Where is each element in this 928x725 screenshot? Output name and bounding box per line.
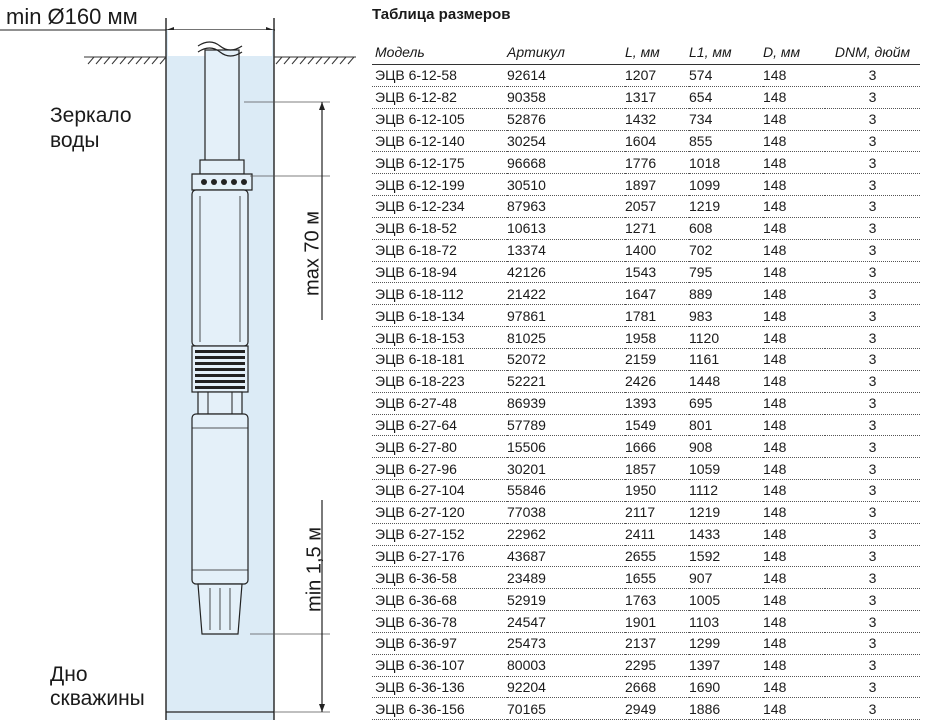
cell-length: 2159 bbox=[625, 348, 689, 370]
table-header-row bbox=[372, 40, 920, 65]
cell-model: ЭЦВ 6-18-181 bbox=[372, 348, 507, 370]
cell-article: 52919 bbox=[507, 589, 625, 611]
cell-diameter: 148 bbox=[763, 589, 825, 611]
cell-length: 2057 bbox=[625, 196, 689, 218]
table-row bbox=[372, 414, 920, 436]
cell-diameter: 148 bbox=[763, 611, 825, 633]
cell-dnm: 3 bbox=[825, 327, 920, 349]
cell-model: ЭЦВ 6-18-112 bbox=[372, 283, 507, 305]
cell-dnm: 3 bbox=[825, 392, 920, 414]
cell-article: 80003 bbox=[507, 654, 625, 676]
cell-length1: 734 bbox=[689, 108, 763, 130]
min-clearance-arrow-bottom bbox=[319, 704, 325, 712]
cell-length: 1549 bbox=[625, 414, 689, 436]
coupling bbox=[198, 392, 242, 414]
table-row bbox=[372, 174, 920, 196]
cell-model: ЭЦВ 6-27-104 bbox=[372, 480, 507, 502]
motor-section bbox=[192, 414, 248, 584]
cell-diameter: 148 bbox=[763, 676, 825, 698]
cell-dnm: 3 bbox=[825, 196, 920, 218]
cell-model: ЭЦВ 6-18-134 bbox=[372, 305, 507, 327]
well-bottom-label-line2: скважины bbox=[50, 687, 145, 710]
cell-model: ЭЦВ 6-27-152 bbox=[372, 523, 507, 545]
table-row bbox=[372, 567, 920, 589]
cell-diameter: 148 bbox=[763, 174, 825, 196]
cell-model: ЭЦВ 6-36-78 bbox=[372, 611, 507, 633]
cell-dnm: 3 bbox=[825, 348, 920, 370]
cell-length1: 1099 bbox=[689, 174, 763, 196]
cell-diameter: 148 bbox=[763, 130, 825, 152]
cell-length1: 1886 bbox=[689, 698, 763, 720]
cell-length: 1393 bbox=[625, 392, 689, 414]
cell-model: ЭЦВ 6-27-64 bbox=[372, 414, 507, 436]
table-row bbox=[372, 86, 920, 108]
cell-length1: 907 bbox=[689, 567, 763, 589]
cell-diameter: 148 bbox=[763, 261, 825, 283]
cell-diameter: 148 bbox=[763, 152, 825, 174]
min-clearance-label: min 1,5 м bbox=[303, 527, 326, 612]
cell-dnm: 3 bbox=[825, 370, 920, 392]
cell-article: 30510 bbox=[507, 174, 625, 196]
table-row bbox=[372, 130, 920, 152]
cell-length: 1317 bbox=[625, 86, 689, 108]
cell-article: 96668 bbox=[507, 152, 625, 174]
cell-length: 1655 bbox=[625, 567, 689, 589]
cell-dnm: 3 bbox=[825, 217, 920, 239]
table-row bbox=[372, 611, 920, 633]
table-row bbox=[372, 698, 920, 720]
cell-length1: 1690 bbox=[689, 676, 763, 698]
cell-dnm: 3 bbox=[825, 239, 920, 261]
cell-diameter: 148 bbox=[763, 239, 825, 261]
table-row bbox=[372, 305, 920, 327]
cell-length: 1271 bbox=[625, 217, 689, 239]
cell-dnm: 3 bbox=[825, 108, 920, 130]
cell-model: ЭЦВ 6-12-140 bbox=[372, 130, 507, 152]
table-row bbox=[372, 370, 920, 392]
header-article: Артикул bbox=[507, 40, 625, 65]
cell-dnm: 3 bbox=[825, 174, 920, 196]
cell-article: 10613 bbox=[507, 217, 625, 239]
table-row bbox=[372, 589, 920, 611]
cell-model: ЭЦВ 6-18-223 bbox=[372, 370, 507, 392]
cell-dnm: 3 bbox=[825, 414, 920, 436]
table-row bbox=[372, 676, 920, 698]
cell-length: 2117 bbox=[625, 501, 689, 523]
cell-diameter: 148 bbox=[763, 654, 825, 676]
riser-pipe bbox=[205, 50, 239, 162]
cell-dnm: 3 bbox=[825, 676, 920, 698]
cell-diameter: 148 bbox=[763, 348, 825, 370]
cell-model: ЭЦВ 6-36-136 bbox=[372, 676, 507, 698]
cell-model: ЭЦВ 6-12-199 bbox=[372, 174, 507, 196]
cell-diameter: 148 bbox=[763, 436, 825, 458]
cell-length1: 1219 bbox=[689, 196, 763, 218]
cell-length: 1400 bbox=[625, 239, 689, 261]
cell-length: 1666 bbox=[625, 436, 689, 458]
cell-model: ЭЦВ 6-36-68 bbox=[372, 589, 507, 611]
cell-article: 52072 bbox=[507, 348, 625, 370]
table-row bbox=[372, 108, 920, 130]
table-row bbox=[372, 436, 920, 458]
cell-length: 2137 bbox=[625, 632, 689, 654]
cell-length: 2655 bbox=[625, 545, 689, 567]
cell-article: 55846 bbox=[507, 480, 625, 502]
cell-length: 1763 bbox=[625, 589, 689, 611]
cell-dnm: 3 bbox=[825, 305, 920, 327]
cell-model: ЭЦВ 6-27-48 bbox=[372, 392, 507, 414]
header-length1: L1, мм bbox=[689, 40, 763, 65]
cell-length1: 1592 bbox=[689, 545, 763, 567]
cell-length1: 574 bbox=[689, 65, 763, 87]
cell-length: 1901 bbox=[625, 611, 689, 633]
cell-dnm: 3 bbox=[825, 611, 920, 633]
cell-length1: 1112 bbox=[689, 480, 763, 502]
cell-article: 21422 bbox=[507, 283, 625, 305]
cell-dnm: 3 bbox=[825, 523, 920, 545]
cell-article: 24547 bbox=[507, 611, 625, 633]
table-row bbox=[372, 501, 920, 523]
cell-article: 52876 bbox=[507, 108, 625, 130]
cell-model: ЭЦВ 6-36-156 bbox=[372, 698, 507, 720]
cell-dnm: 3 bbox=[825, 567, 920, 589]
cell-dnm: 3 bbox=[825, 589, 920, 611]
cell-length1: 1120 bbox=[689, 327, 763, 349]
header-length: L, мм bbox=[625, 40, 689, 65]
cell-article: 70165 bbox=[507, 698, 625, 720]
cell-article: 81025 bbox=[507, 327, 625, 349]
cell-length1: 702 bbox=[689, 239, 763, 261]
cell-model: ЭЦВ 6-36-97 bbox=[372, 632, 507, 654]
cell-diameter: 148 bbox=[763, 458, 825, 480]
cell-article: 30201 bbox=[507, 458, 625, 480]
cell-diameter: 148 bbox=[763, 392, 825, 414]
size-table bbox=[372, 40, 920, 720]
cell-diameter: 148 bbox=[763, 414, 825, 436]
cell-length1: 908 bbox=[689, 436, 763, 458]
cell-dnm: 3 bbox=[825, 152, 920, 174]
cell-model: ЭЦВ 6-12-234 bbox=[372, 196, 507, 218]
cell-article: 25473 bbox=[507, 632, 625, 654]
cell-length: 2411 bbox=[625, 523, 689, 545]
cell-length: 1857 bbox=[625, 458, 689, 480]
cell-length: 2295 bbox=[625, 654, 689, 676]
cell-length: 1897 bbox=[625, 174, 689, 196]
cell-length: 1432 bbox=[625, 108, 689, 130]
pump-outlet bbox=[200, 160, 244, 174]
table-row bbox=[372, 348, 920, 370]
table-row bbox=[372, 632, 920, 654]
cell-length1: 1433 bbox=[689, 523, 763, 545]
cell-model: ЭЦВ 6-12-82 bbox=[372, 86, 507, 108]
table-row bbox=[372, 480, 920, 502]
cell-model: ЭЦВ 6-27-176 bbox=[372, 545, 507, 567]
cell-model: ЭЦВ 6-36-107 bbox=[372, 654, 507, 676]
cell-length1: 889 bbox=[689, 283, 763, 305]
table-row bbox=[372, 239, 920, 261]
water-mirror-label-line1: Зеркало bbox=[50, 104, 132, 127]
cell-dnm: 3 bbox=[825, 130, 920, 152]
cell-article: 30254 bbox=[507, 130, 625, 152]
cell-diameter: 148 bbox=[763, 217, 825, 239]
cell-length: 1604 bbox=[625, 130, 689, 152]
table-row bbox=[372, 261, 920, 283]
well-bottom-label-line1: Дно bbox=[50, 663, 88, 686]
table-row bbox=[372, 523, 920, 545]
cell-length1: 1059 bbox=[689, 458, 763, 480]
cell-dnm: 3 bbox=[825, 65, 920, 87]
table-row bbox=[372, 65, 920, 87]
cell-article: 13374 bbox=[507, 239, 625, 261]
table-row bbox=[372, 196, 920, 218]
cell-article: 15506 bbox=[507, 436, 625, 458]
cell-article: 92204 bbox=[507, 676, 625, 698]
cell-dnm: 3 bbox=[825, 283, 920, 305]
cell-dnm: 3 bbox=[825, 654, 920, 676]
cell-diameter: 148 bbox=[763, 698, 825, 720]
cell-diameter: 148 bbox=[763, 501, 825, 523]
cell-model: ЭЦВ 6-27-80 bbox=[372, 436, 507, 458]
cell-dnm: 3 bbox=[825, 632, 920, 654]
cell-length1: 1018 bbox=[689, 152, 763, 174]
cell-length: 2426 bbox=[625, 370, 689, 392]
cell-length1: 1299 bbox=[689, 632, 763, 654]
cell-dnm: 3 bbox=[825, 545, 920, 567]
cell-length1: 608 bbox=[689, 217, 763, 239]
cell-length: 2949 bbox=[625, 698, 689, 720]
cell-diameter: 148 bbox=[763, 305, 825, 327]
cell-model: ЭЦВ 6-12-105 bbox=[372, 108, 507, 130]
cell-length1: 801 bbox=[689, 414, 763, 436]
cell-diameter: 148 bbox=[763, 545, 825, 567]
cell-model: ЭЦВ 6-12-175 bbox=[372, 152, 507, 174]
cell-dnm: 3 bbox=[825, 501, 920, 523]
cell-dnm: 3 bbox=[825, 698, 920, 720]
max-depth-label: max 70 м bbox=[301, 211, 324, 296]
table-row bbox=[372, 392, 920, 414]
cell-model: ЭЦВ 6-12-58 bbox=[372, 65, 507, 87]
cell-length1: 855 bbox=[689, 130, 763, 152]
cell-diameter: 148 bbox=[763, 370, 825, 392]
table-row bbox=[372, 327, 920, 349]
table-row bbox=[372, 545, 920, 567]
cell-length1: 1005 bbox=[689, 589, 763, 611]
cell-diameter: 148 bbox=[763, 65, 825, 87]
cell-diameter: 148 bbox=[763, 86, 825, 108]
cell-article: 52221 bbox=[507, 370, 625, 392]
cell-length: 2668 bbox=[625, 676, 689, 698]
cell-article: 57789 bbox=[507, 414, 625, 436]
well-pump-diagram bbox=[0, 0, 370, 720]
cell-model: ЭЦВ 6-27-120 bbox=[372, 501, 507, 523]
header-model: Модель bbox=[372, 40, 507, 65]
cell-length1: 1448 bbox=[689, 370, 763, 392]
cell-model: ЭЦВ 6-18-72 bbox=[372, 239, 507, 261]
cell-article: 92614 bbox=[507, 65, 625, 87]
cell-length1: 654 bbox=[689, 86, 763, 108]
cell-diameter: 148 bbox=[763, 523, 825, 545]
table-row bbox=[372, 152, 920, 174]
cell-length: 1958 bbox=[625, 327, 689, 349]
cell-length1: 1219 bbox=[689, 501, 763, 523]
cell-diameter: 148 bbox=[763, 632, 825, 654]
cell-article: 23489 bbox=[507, 567, 625, 589]
cell-length1: 695 bbox=[689, 392, 763, 414]
cell-model: ЭЦВ 6-36-58 bbox=[372, 567, 507, 589]
cell-model: ЭЦВ 6-27-96 bbox=[372, 458, 507, 480]
ground-hatch-right bbox=[274, 57, 356, 64]
cell-length: 1950 bbox=[625, 480, 689, 502]
cell-length1: 983 bbox=[689, 305, 763, 327]
cell-diameter: 148 bbox=[763, 196, 825, 218]
cell-length: 1781 bbox=[625, 305, 689, 327]
cell-length1: 1161 bbox=[689, 348, 763, 370]
min-diameter-label: min Ø160 мм bbox=[6, 4, 138, 29]
header-dnm: DNM, дюйм bbox=[825, 40, 920, 65]
cell-diameter: 148 bbox=[763, 327, 825, 349]
cell-dnm: 3 bbox=[825, 261, 920, 283]
cell-dnm: 3 bbox=[825, 86, 920, 108]
cell-article: 43687 bbox=[507, 545, 625, 567]
cell-length1: 1103 bbox=[689, 611, 763, 633]
cell-dnm: 3 bbox=[825, 480, 920, 502]
cell-model: ЭЦВ 6-18-52 bbox=[372, 217, 507, 239]
cell-dnm: 3 bbox=[825, 436, 920, 458]
table-title: Таблица размеров bbox=[372, 6, 511, 23]
cell-diameter: 148 bbox=[763, 108, 825, 130]
cell-model: ЭЦВ 6-18-94 bbox=[372, 261, 507, 283]
cell-length1: 795 bbox=[689, 261, 763, 283]
table-row bbox=[372, 458, 920, 480]
cell-length: 1207 bbox=[625, 65, 689, 87]
header-diameter: D, мм bbox=[763, 40, 825, 65]
table-row bbox=[372, 217, 920, 239]
cell-article: 77038 bbox=[507, 501, 625, 523]
table-body bbox=[372, 65, 920, 720]
cell-article: 90358 bbox=[507, 86, 625, 108]
cell-length: 1543 bbox=[625, 261, 689, 283]
cell-length: 1776 bbox=[625, 152, 689, 174]
cell-diameter: 148 bbox=[763, 283, 825, 305]
max-depth-arrow-top bbox=[319, 102, 325, 110]
cell-diameter: 148 bbox=[763, 567, 825, 589]
cell-article: 22962 bbox=[507, 523, 625, 545]
cell-diameter: 148 bbox=[763, 480, 825, 502]
cell-article: 86939 bbox=[507, 392, 625, 414]
cell-article: 97861 bbox=[507, 305, 625, 327]
table-row bbox=[372, 283, 920, 305]
ground-hatch-left bbox=[84, 57, 166, 64]
cell-dnm: 3 bbox=[825, 458, 920, 480]
cell-length: 1647 bbox=[625, 283, 689, 305]
cell-model: ЭЦВ 6-18-153 bbox=[372, 327, 507, 349]
cell-length1: 1397 bbox=[689, 654, 763, 676]
cell-article: 87963 bbox=[507, 196, 625, 218]
table-row bbox=[372, 654, 920, 676]
cell-article: 42126 bbox=[507, 261, 625, 283]
water-mirror-label-line2: воды bbox=[50, 129, 100, 152]
